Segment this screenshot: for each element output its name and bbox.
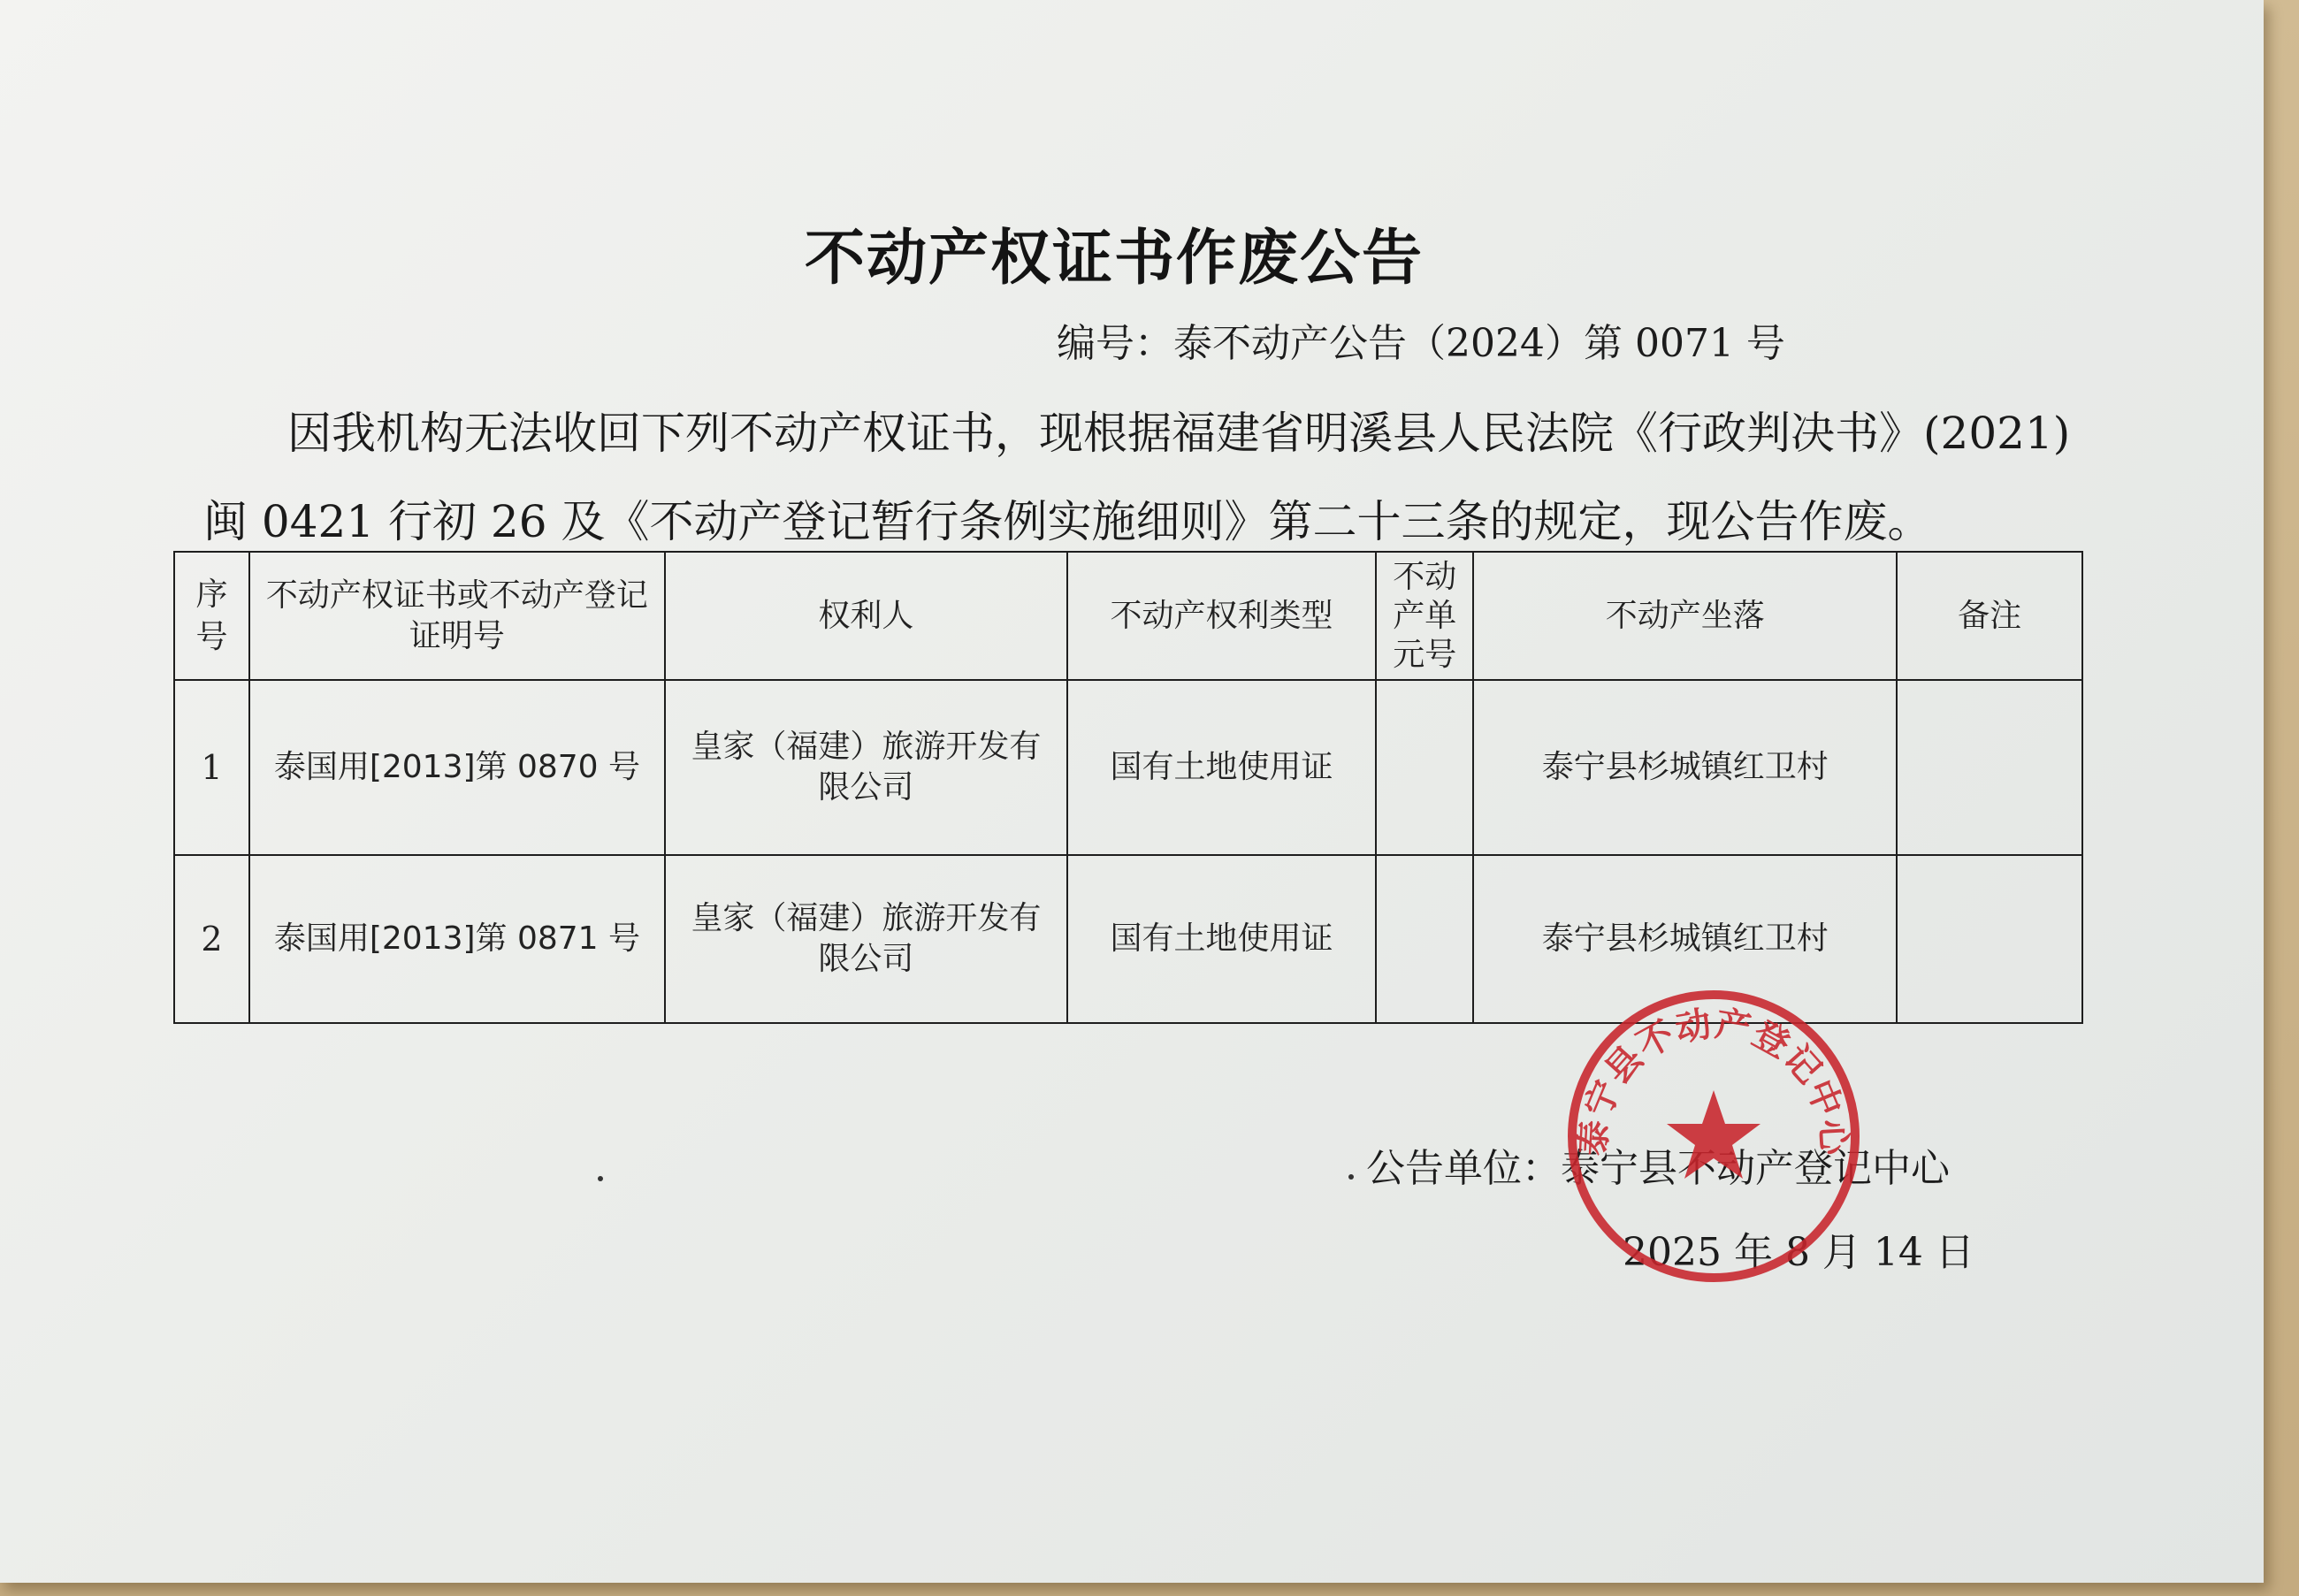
row-cert: 泰国用[2013]第 0871 号 [249,855,665,1023]
document-number: 编号：泰不动产公告（2024）第 0071 号 [1057,321,1785,366]
row-location: 泰宁县杉城镇红卫村 [1473,855,1897,1023]
row-owner: 皇家（福建）旅游开发有限公司 [665,680,1067,855]
row-unit [1376,680,1473,855]
table-header-row [174,552,2082,680]
header-no: 序号 [174,552,249,680]
row-cert: 泰国用[2013]第 0870 号 [249,680,665,855]
header-owner: 权利人 [665,552,1067,680]
notice-title: 不动产权证书作废公告 [804,224,1424,294]
header-unit: 不动产单元号 [1376,552,1473,680]
issuing-unit: 公告单位：泰宁县不动产登记中心 [1366,1146,1950,1191]
row-type: 国有土地使用证 [1067,680,1376,855]
header-type: 不动产权利类型 [1067,552,1376,680]
notice-body [203,389,2104,566]
issue-date: 2025 年 8 月 14 日 [1623,1230,1974,1275]
certificate-table [173,551,2083,1024]
row-location: 泰宁县杉城镇红卫村 [1473,680,1897,855]
header-location: 不动产坐落 [1473,552,1897,680]
row-type: 国有土地使用证 [1067,855,1376,1023]
official-seal-icon [1563,986,1864,1287]
header-cert: 不动产权证书或不动产登记证明号 [249,552,665,680]
row-no: 2 [174,855,249,1023]
row-remarks [1897,855,2082,1023]
paper-speck [598,1176,603,1181]
row-remarks [1897,680,2082,855]
row-no: 1 [174,680,249,855]
seal-ring-text: 泰宁县不动产登记中心 [1573,1004,1854,1157]
row-unit [1376,855,1473,1023]
header-remarks: 备注 [1897,552,2082,680]
body-line-2: 闽 0421 行初 26 及《不动产登记暂行条例实施细则》第二十三条的规定，现公告作废。 [203,496,1932,547]
table-row [174,680,2082,855]
body-line-1: 因我机构无法收回下列不动产权证书，现根据福建省明溪县人民法院《行政判决书》(2021) [287,408,2071,459]
seal-star [1667,1090,1761,1179]
paper-speck [1348,1174,1354,1180]
row-owner: 皇家（福建）旅游开发有限公司 [665,855,1067,1023]
